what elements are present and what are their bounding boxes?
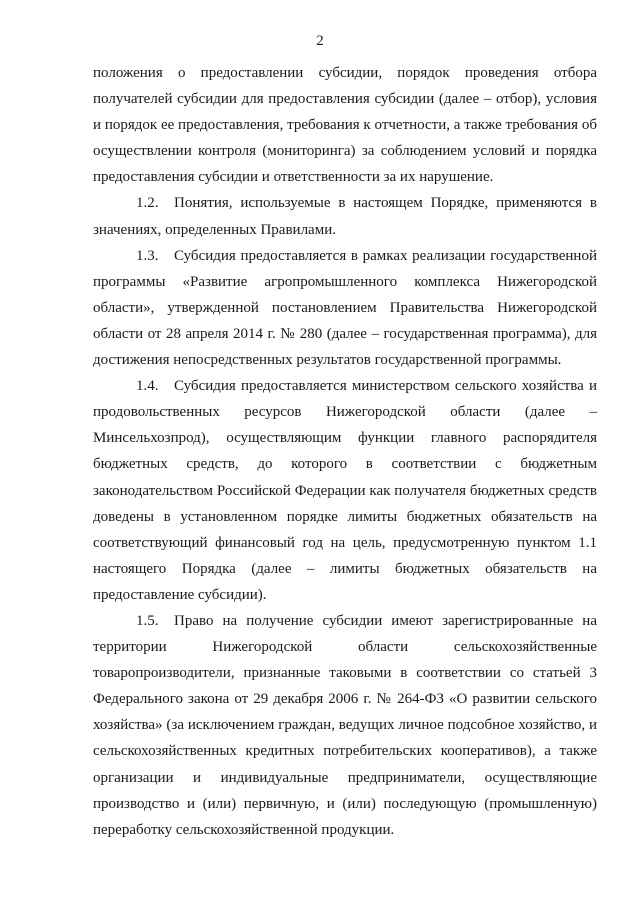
paragraph-1-4 [93, 373, 597, 608]
paragraph-text: Субсидия предоставляется в рамках реализации государственной программы «Развитие агропромышленного комплекса Нижегородской области», утвержденной постановлением Правительства Нижегородской области от 28 апреля 2014 г. № 280 (далее – государственная программа), для достижения непосредственных результатов государственной программы. [93, 247, 597, 369]
paragraph-text: Понятия, используемые в настоящем Порядке, применяются в значениях, определенных Правилами. [93, 195, 597, 238]
paragraph-text: Субсидия предоставляется министерством сельского хозяйства и продовольственных ресурсов Нижегородской области (далее – Минсельхозпрод), осуществляющим функции главного распорядителя бюджетных средств, до которого в соответствии с бюджетным законодательством Российской Федерации как получателя бюджетных средств доведены в установленном порядке лимиты бюджетных обязательств на соответствующий финансовый год на цель, предусмотренную пунктом 1.1 настоящего Порядка (далее – лимиты бюджетных обязательств на предоставление субсидии). [93, 378, 597, 603]
paragraph-1-5 [93, 608, 597, 843]
paragraph-number: 1.5. [136, 612, 159, 629]
paragraph-text: положения о предоставлении субсидии, порядок проведения отбора получателей субсидии для предоставления субсидии (далее – отбор), условия и порядок ее предоставления, требования к отчетности, а также требования об осуществлении контроля (мониторинга) за соблюдением условий и порядка предоставления субсидии и ответственности за их нарушение. [93, 65, 597, 186]
paragraph-number: 1.4. [136, 378, 159, 395]
paragraph-text: Право на получение субсидии имеют зарегистрированные на территории Нижегородской области сельскохозяйственные товаропроизводители, признанные таковыми в соответствии со статьей 3 Федерального закона от 29 декабря 2006 г. № 264-ФЗ «О развитии сельского хозяйства» (за исключением граждан, ведущих личное подсобное хозяйство, и сельскохозяйственных кредитных потребительских кооперативов), а также организации и индивидуальные предприниматели, осуществляющие производство и (или) первичную, и (или) последующую (промышленную) переработку сельскохозяйственной продукции. [93, 612, 597, 838]
paragraph-continuation [93, 60, 597, 190]
paragraph-1-2 [93, 190, 597, 242]
document-body [93, 60, 597, 843]
page-number: 2 [316, 33, 324, 49]
paragraph-1-3 [93, 243, 597, 373]
paragraph-number: 1.3. [136, 247, 159, 264]
paragraph-number: 1.2. [136, 195, 159, 212]
